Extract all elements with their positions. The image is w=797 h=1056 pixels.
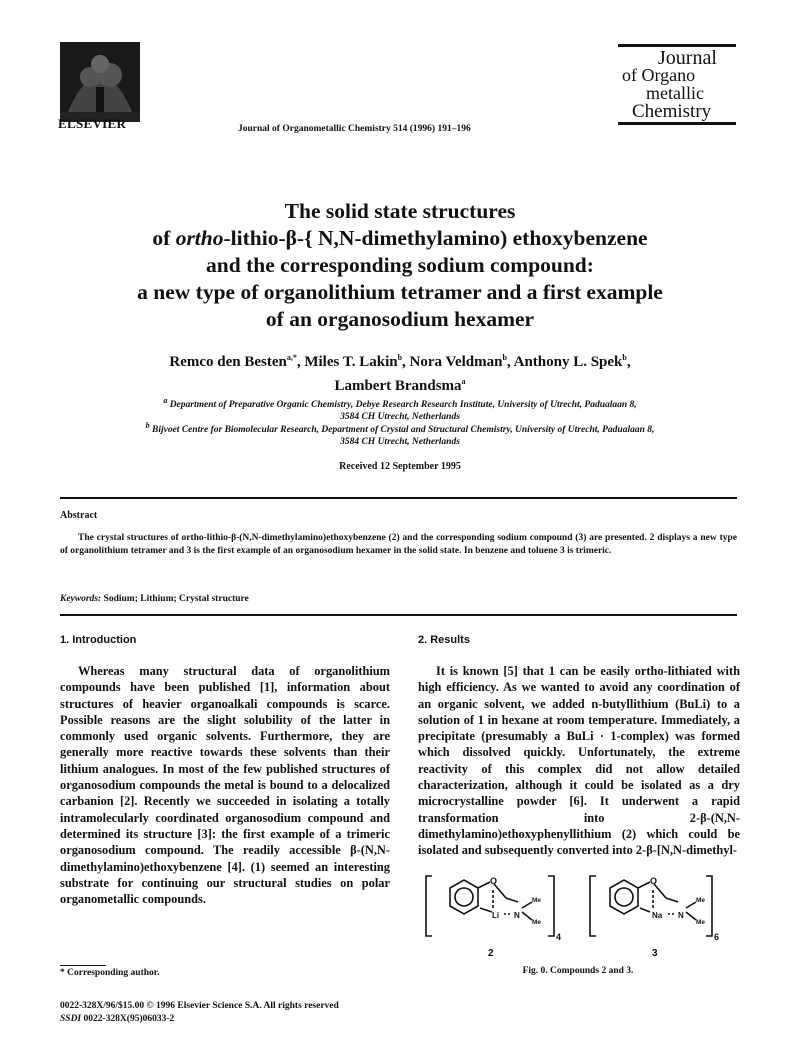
title-line: and the corresponding sodium compound: [206, 253, 594, 277]
journal-logo-line: Chemistry [632, 101, 712, 122]
atom-label: N [514, 911, 520, 920]
article-title [60, 198, 740, 333]
author-name: Remco den Besten [169, 354, 287, 370]
title-fragment-italic: ortho [175, 226, 224, 250]
author-line [60, 348, 740, 372]
affiliation-text: Bijvoet Centre for Biomolecular Research, Department of Crystal and Structural Chemistry, University of Utrecht, Padualaan 8, [152, 425, 655, 436]
author-affiliation-mark: b [502, 353, 507, 362]
compound-label: 3 [652, 948, 658, 958]
author-name: Lambert Brandsma [334, 378, 462, 394]
author-line [60, 372, 740, 396]
affiliation-a [60, 395, 740, 423]
aggregate-subscript: 4 [556, 932, 562, 942]
keywords-text: Sodium; Lithium; Crystal structure [103, 594, 249, 604]
atom-label: Li [492, 911, 500, 920]
results-body: It is known [5] that 1 can be easily ortho-lithiated with high efficiency. As we wanted to avoid any coordination of an organic solvent, we added n-butyllithium (BuLi) to a solution of 1 in hexane at room temperature. Immediately, a precipitate (presumably a BuLi · 1-complex) was formed which dissolved quickly. Unfortunately, the extreme reactivity of this complex did not allow detailed characterization, although it could be isolated as a dry microcrystalline powder [6]. It underwent a rapid transformation into 2-β-(N,N-dimethylamino)ethoxyphenyllithium (2) which could be isolated and subsequently converted into 2-β-[N,N-dimethyl- [418, 664, 740, 858]
title-line: of an organosodium hexamer [265, 307, 535, 331]
affiliation-b [60, 420, 740, 448]
journal-logo-line: of Organo [622, 65, 696, 85]
introduction-body: Whereas many structural data of organolithium compounds have been published [1], information about structures of heavier organoalkali compounds is scarce. Possible reasons are the slight solubility of the latter in commonly used organic solvents. Furthermore, they are generally more reactive towards these solvents than their lithium analogues. In most of the few published structures of organosodium compounds the metal is bound to a delocalized carbanion [2]. Recently we succeeded in isolating a totally intramolecularly coordinated organosodium compound and determined its structure [3]: the first example of a trimeric organosodium compound. The readily accessible β-(N,N-dimethylamino)ethoxybenzene [4]. (1) seemed an interesting substrate for continuing our structural studies on polar organometallic compounds. [60, 664, 390, 907]
keywords-label: Keywords: [60, 594, 102, 604]
journal-logo [618, 44, 738, 130]
ssdi-line [60, 1014, 174, 1024]
journal-logo-line: metallic [646, 83, 704, 103]
affiliation-text: Department of Preparative Organic Chemistry, Debye Research Research Institute, University of Utrecht, Padualaan 8, [169, 400, 637, 411]
abstract-heading: Abstract [60, 510, 98, 521]
author-name: Miles T. Lakin [304, 354, 398, 370]
abstract-bottom-rule [60, 614, 737, 616]
atom-label: N [678, 911, 684, 920]
title-line [60, 225, 740, 252]
author-affiliation-mark: a [461, 377, 466, 386]
corresponding-author-footnote: * Corresponding author. [60, 968, 160, 978]
copyright-line: 0022-328X/96/$15.00 © 1996 Elsevier Science S.A. All rights reserved [60, 1001, 339, 1011]
keywords [60, 594, 249, 604]
atom-label: O [490, 876, 498, 886]
abstract-body: The crystal structures of ortho-lithio-β-(N,N-dimethylamino)ethoxybenzene (2) and the corresponding sodium compound (3) are presented. 2 displays a new type of organolithium tetramer and 3 is the first example of an organosodium hexamer in the solid state. In benzene and toluene 3 is trimeric. [60, 533, 737, 556]
author-separator: , [506, 354, 514, 370]
affiliation-text: 3584 CH Utrecht, Netherlands [340, 412, 460, 423]
ssdi-label: SSDI [60, 1014, 82, 1024]
section-heading-introduction: 1. Introduction [60, 634, 137, 646]
aggregate-subscript: 6 [714, 932, 720, 942]
atom-label: Na [652, 911, 663, 920]
atom-label: Me [532, 919, 542, 926]
figure-caption: Fig. 0. Compounds 2 and 3. [522, 966, 634, 976]
journal-logo-rule [618, 122, 736, 125]
author-separator: , [296, 354, 305, 370]
compound-3-labels [650, 876, 719, 958]
atom-label: Me [696, 919, 706, 926]
section-heading-results: 2. Results [418, 634, 470, 646]
footnote-rule [60, 965, 106, 966]
title-line: The solid state structures [284, 199, 516, 223]
author-separator: , [402, 354, 410, 370]
compound-label: 2 [488, 948, 494, 958]
received-date: Received 12 September 1995 [339, 461, 461, 472]
author-name: Anthony L. Spek [513, 354, 623, 370]
author-affiliation-mark: b [622, 353, 627, 362]
affiliation-mark: a [163, 396, 168, 405]
author-separator: , [626, 354, 631, 370]
title-fragment: -lithio-β-{ N,N-dimethylamino) ethoxybenzene [223, 226, 648, 250]
compound-2-labels [488, 876, 561, 958]
journal-citation: Journal of Organometallic Chemistry 514 (1996) 191–196 [238, 124, 471, 134]
abstract-top-rule [60, 497, 737, 499]
compounds-scheme [420, 868, 740, 958]
journal-logo-line: Journal [658, 47, 717, 69]
affiliation-text: 3584 CH Utrecht, Netherlands [340, 437, 460, 448]
title-fragment: of [152, 226, 176, 250]
author-affiliation-mark: a,* [286, 353, 297, 362]
affiliation-mark: b [145, 421, 150, 430]
atom-label: O [650, 876, 658, 886]
authors [60, 348, 740, 396]
publisher-name: ELSEVIER [58, 116, 127, 131]
atom-label: Me [532, 897, 542, 904]
title-line: a new type of organolithium tetramer and a first example [137, 280, 663, 304]
elsevier-tree-logo [60, 42, 140, 122]
author-name: Nora Veldman [409, 354, 503, 370]
atom-label: Me [696, 897, 706, 904]
author-affiliation-mark: b [397, 353, 403, 362]
ssdi-code: 0022-328X(95)06033-2 [83, 1014, 175, 1024]
